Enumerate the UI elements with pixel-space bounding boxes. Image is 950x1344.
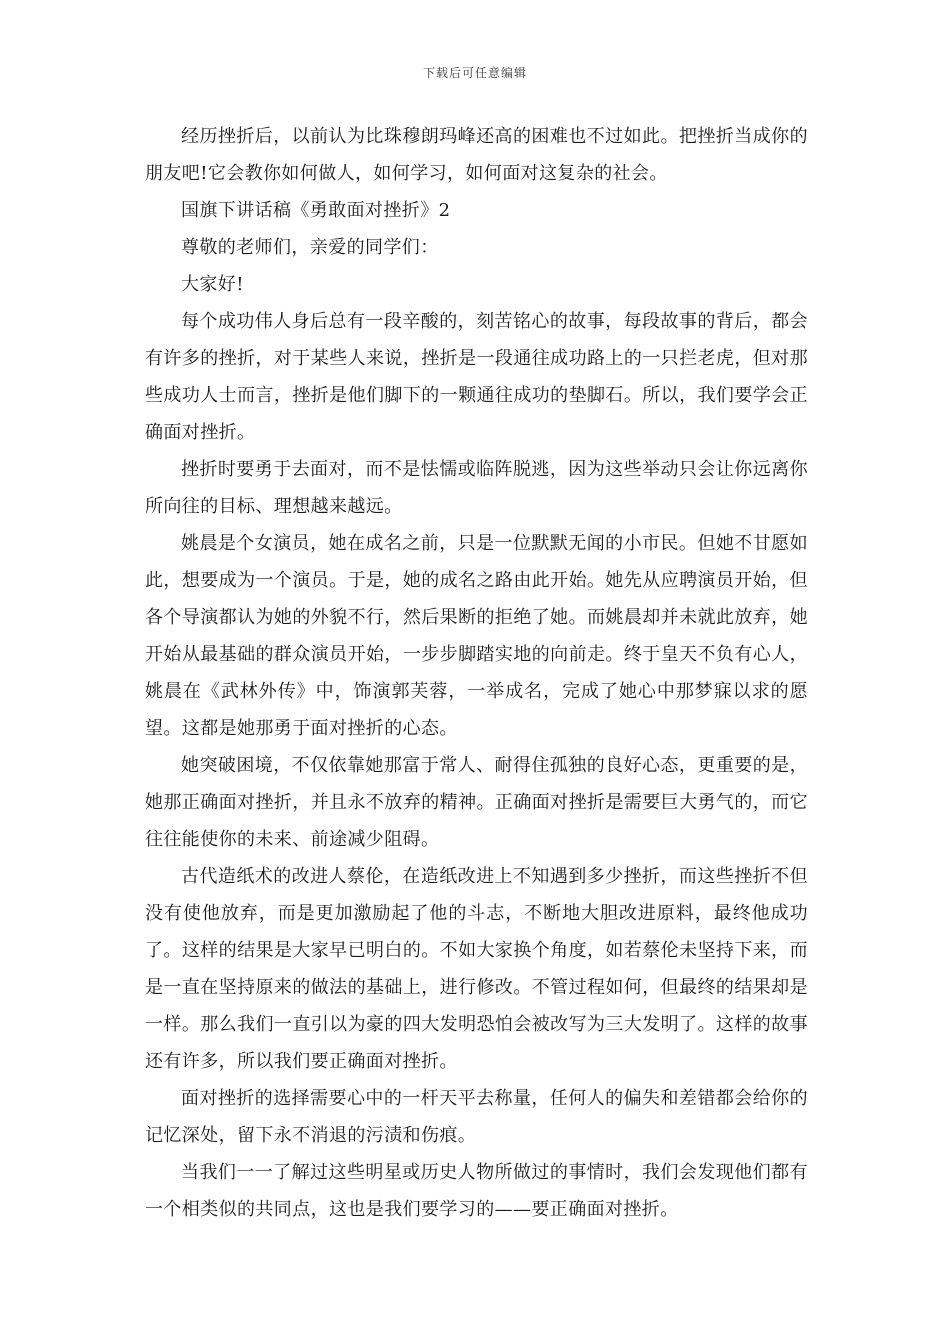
paragraph: 姚晨是个女演员，她在成名之前，只是一位默默无闻的小市民。但她不甘愿如此，想要成为一个演员。于是，她的成名之路由此开始。她先从应聘演员开始，但各个导演都认为她的外貌不行，然后果断的拒绝了她。而姚晨却并未就此放弃，她开始从最基础的群众演员开始，一步步脚踏实地的向前走。终于皇天不负有心人，姚晨在《武林外传》中，饰演郭芙蓉，一举成名，完成了她心中那梦寐以求的愿望。这都是她那勇于面对挫折的心态。 <box>145 533 808 739</box>
paragraph: 面对挫折的选择需要心中的一杆天平去称量，任何人的偏失和差错都会给你的记忆深处，留下永不消退的污渍和伤痕。 <box>145 1088 808 1146</box>
greeting: 大家好! <box>181 274 244 295</box>
page-header: 下载后可任意编辑 <box>422 66 527 80</box>
paragraph: 她突破困境，不仅依靠她那富于常人、耐得住孤独的良好心态，更重要的是，她那正确面对挫折，并且永不放弃的精神。正确面对挫折是需要巨大勇气的，而它往往能使你的未来、前途减少阻碍。 <box>145 755 808 850</box>
speech-title: 国旗下讲话稿《勇敢面对挫折》2 <box>181 200 451 221</box>
salutation: 尊敬的老师们，亲爱的同学们： <box>181 237 439 258</box>
paragraph: 经历挫折后，以前认为比珠穆朗玛峰还高的困难也不过如此。把挫折当成你的朋友吧!它会教你如何做人，如何学习，如何面对这复杂的社会。 <box>145 126 808 184</box>
paragraph: 每个成功伟人身后总有一段辛酸的，刻苦铭心的故事，每段故事的背后，都会有许多的挫折，对于某些人来说，挫折是一段通往成功路上的一只拦老虎，但对那些成功人士而言，挫折是他们脚下的一颗通往成功的垫脚石。所以，我们要学会正确面对挫折。 <box>145 311 808 443</box>
paragraph: 古代造纸术的改进人蔡伦，在造纸改进上不知遇到多少挫折，而这些挫折不但没有使他放弃，而是更加激励起了他的斗志，不断地大胆改进原料，最终他成功了。这样的结果是大家早已明白的。不如大家换个角度，如若蔡伦未坚持下来，而是一直在坚持原来的做法的基础上，进行修改。不管过程如何，但最终的结果却是一样。那么我们一直引以为豪的四大发明恐怕会被改写为三大发明了。这样的故事还有许多，所以我们要正确面对挫折。 <box>145 866 808 1072</box>
paragraph: 挫折时要勇于去面对，而不是怯懦或临阵脱逃，因为这些举动只会让你远离你所向往的目标、理想越来越远。 <box>145 459 808 517</box>
paragraph: 当我们一一了解过这些明星或历史人物所做过的事情时，我们会发现他们都有一个相类似的共同点，这也是我们要学习的——要正确面对挫折。 <box>145 1162 808 1220</box>
document-body <box>145 118 808 1228</box>
